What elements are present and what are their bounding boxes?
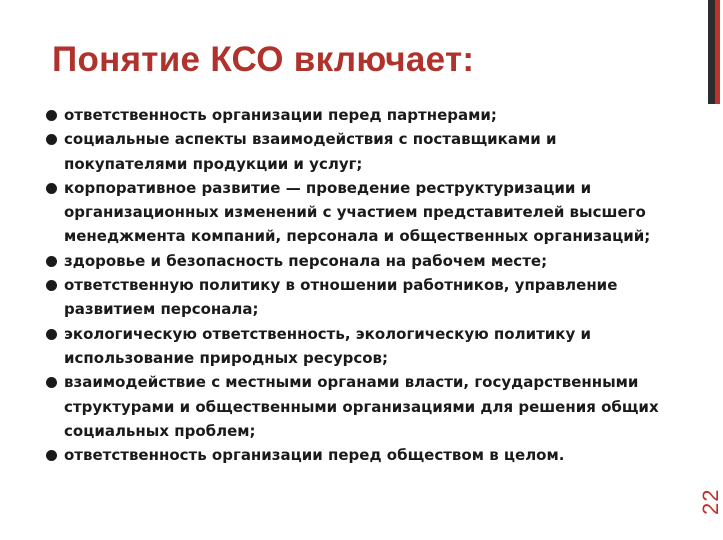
bullet-item (44, 273, 684, 322)
bullet-item (44, 127, 684, 176)
bullet-icon (46, 134, 57, 145)
bullet-text: взаимодействие с местными органами власти, государственными структурами и общественными организациями для решения общих социальных проблем; (64, 373, 659, 440)
bullet-text: корпоративное развитие — проведение реструктуризации и организационных изменений с участием представителей высшего менеджмента компаний, персонала и общественных организаций; (64, 178, 651, 246)
bullet-item (44, 176, 684, 249)
bullet-icon (46, 450, 57, 461)
bullet-icon (46, 256, 57, 267)
bullet-icon (46, 183, 57, 194)
bullet-icon (46, 377, 57, 388)
bullet-text: экологическую ответственность, экологическую политику и использование природных ресурсов; (64, 324, 591, 367)
bullet-text: здоровье и безопасность персонала на рабочем месте; (64, 251, 548, 270)
bullet-item (44, 322, 684, 371)
bullet-item (44, 370, 684, 443)
bullet-text: социальные аспекты взаимодействия с поставщиками и покупателями продукции и услуг; (64, 130, 557, 173)
bullet-list (44, 103, 684, 467)
bullet-text: ответственность организации перед партнерами; (64, 106, 497, 124)
bullet-text: ответственную политику в отношении работников, управление развитием персонала; (64, 276, 618, 319)
bullet-item (44, 249, 684, 273)
bullet-item (44, 103, 684, 127)
bullet-icon (46, 110, 57, 121)
accent-bar (708, 0, 720, 104)
bullet-icon (46, 280, 57, 291)
bullet-item (44, 443, 684, 467)
page-number: 22 (698, 488, 723, 515)
bullet-icon (46, 329, 57, 340)
bullet-text: ответственность организации перед обществом в целом. (64, 446, 565, 465)
accent-bar-red (715, 0, 720, 104)
slide-title: Понятие КСО включает: (52, 40, 475, 79)
